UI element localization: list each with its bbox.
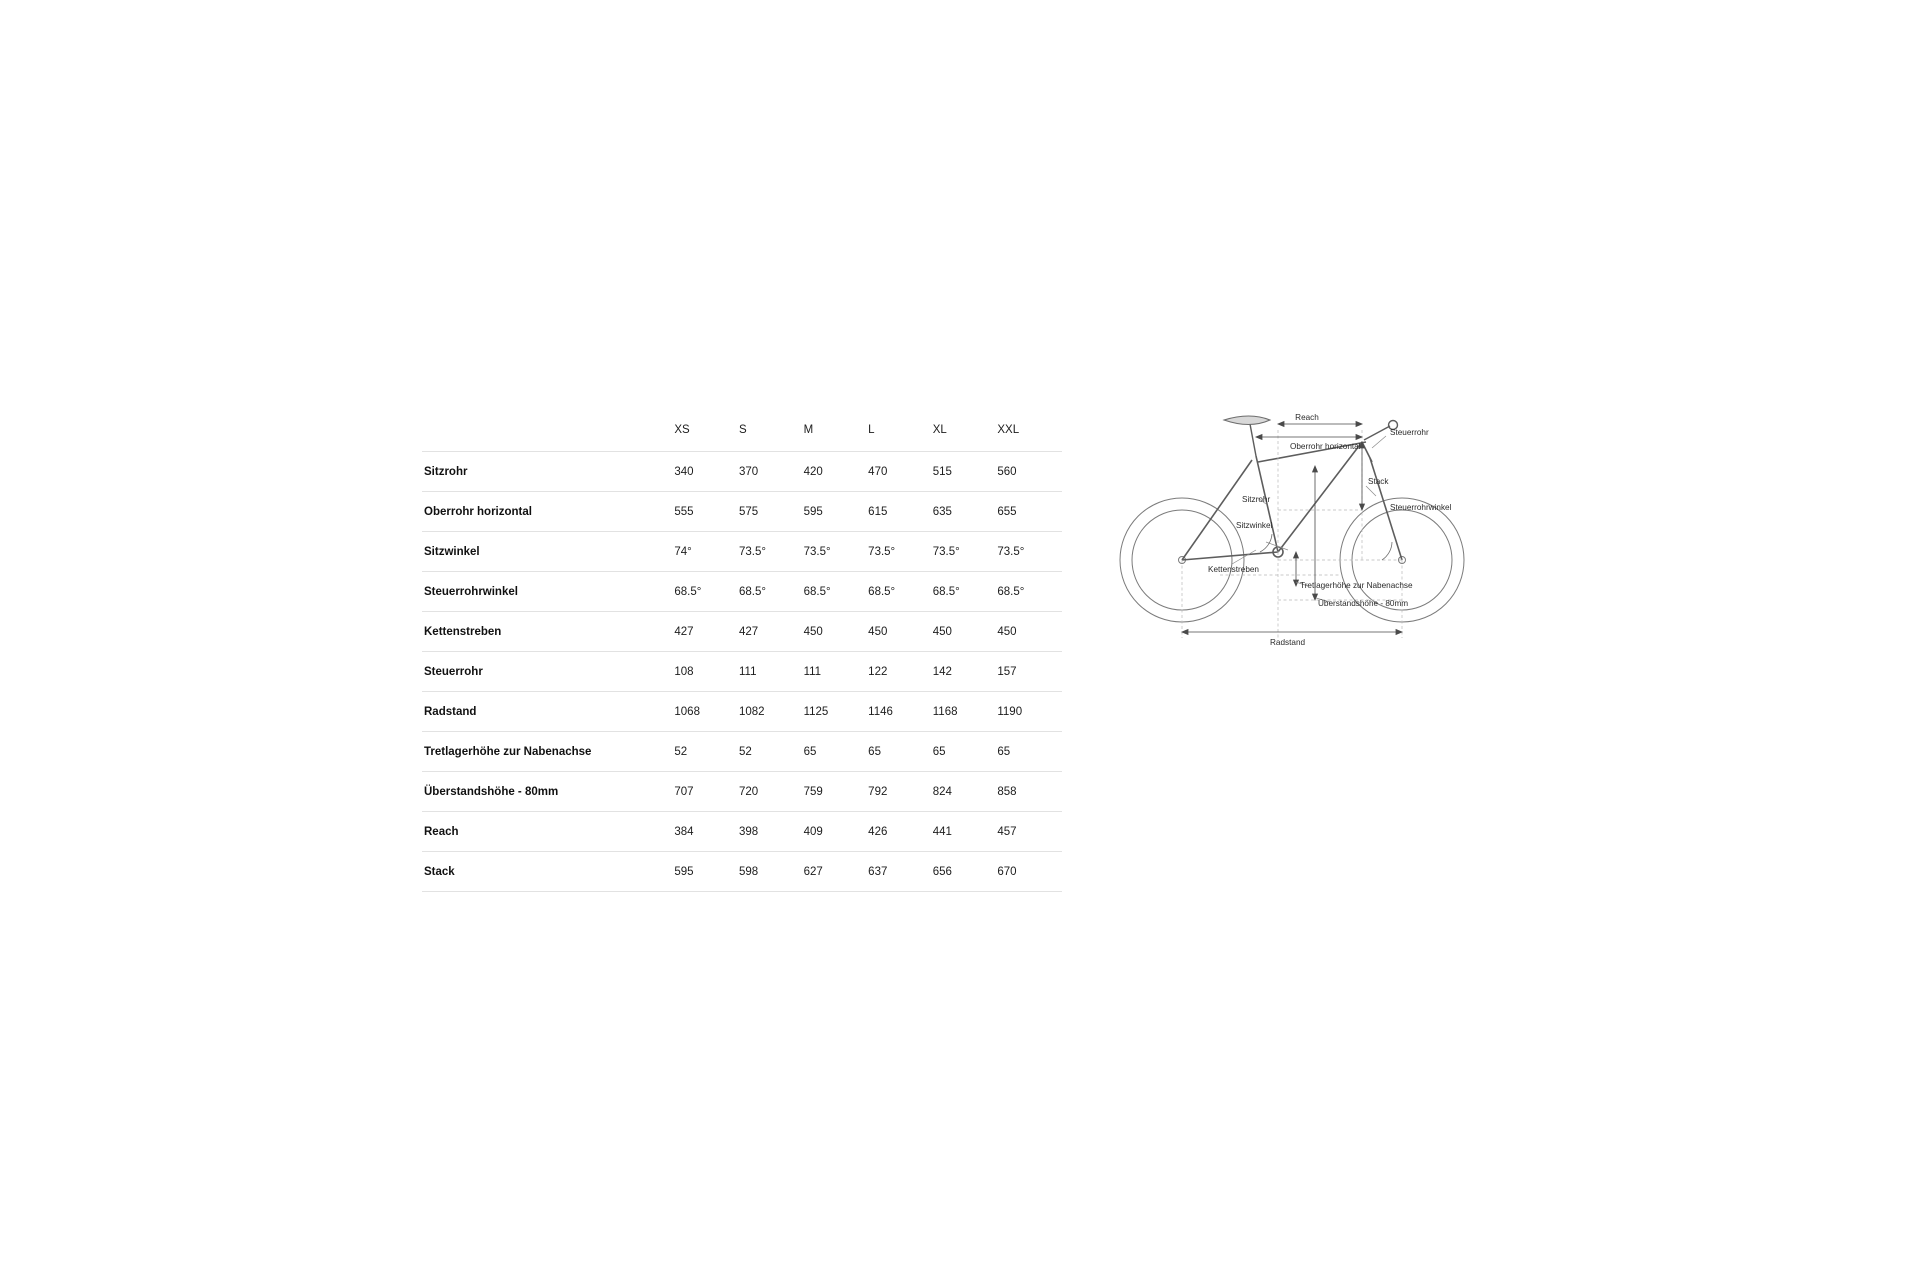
table-row (422, 452, 1062, 492)
row-value: 65 (803, 745, 817, 758)
row-value: 1082 (738, 705, 765, 718)
label-reach: Reach (1295, 413, 1319, 422)
label-tretlagerhoehe: Tretlagerhöhe zur Nabenachse (1300, 581, 1413, 590)
row-value: 450 (997, 625, 1017, 638)
seatpost (1250, 424, 1256, 456)
row-label: Steuerrohrwinkel (424, 585, 518, 598)
row-value: 707 (674, 785, 694, 798)
label-kettenstreben: Kettenstreben (1208, 565, 1259, 574)
row-value: 515 (932, 465, 952, 478)
table-row (422, 612, 1062, 652)
table-row (422, 492, 1062, 532)
bike-diagram-svg (1100, 400, 1520, 660)
row-value: 670 (997, 865, 1017, 878)
row-value: 384 (674, 825, 694, 838)
row-value: 68.5° (868, 585, 896, 598)
row-value: 450 (868, 625, 888, 638)
row-value: 52 (738, 745, 752, 758)
row-value: 73.5° (868, 545, 896, 558)
row-label: Überstandshöhe - 80mm (424, 785, 559, 798)
label-steuerrohr: Steuerrohr (1390, 428, 1429, 437)
row-value: 792 (868, 785, 888, 798)
row-value: 615 (868, 505, 888, 518)
row-label: Reach (424, 825, 459, 838)
row-value: 142 (932, 665, 952, 678)
header-size-s: S (738, 424, 747, 436)
row-value: 68.5° (674, 585, 702, 598)
label-sitzrohr: Sitzrohr (1242, 495, 1271, 504)
row-value: 635 (932, 505, 952, 518)
row-value: 450 (803, 625, 823, 638)
row-value: 1146 (868, 705, 893, 718)
table-row (422, 772, 1062, 812)
row-value: 1068 (674, 705, 700, 718)
row-value: 426 (868, 825, 888, 838)
bike-geometry-diagram (1100, 400, 1520, 660)
row-value: 1168 (932, 705, 958, 718)
row-value: 157 (997, 665, 1017, 678)
row-value: 73.5° (997, 545, 1025, 558)
row-value: 655 (997, 505, 1017, 518)
table-row (422, 732, 1062, 772)
row-value: 68.5° (738, 585, 766, 598)
row-value: 555 (674, 505, 694, 518)
header-size-xxl: XXL (997, 424, 1020, 436)
row-value: 427 (674, 625, 694, 638)
header-size-m: M (803, 424, 814, 436)
row-value: 858 (997, 785, 1017, 798)
row-label: Kettenstreben (424, 625, 502, 638)
geometry-table (422, 415, 1062, 892)
row-value: 111 (803, 665, 822, 678)
table-row (422, 852, 1062, 892)
header-size-l: L (868, 424, 875, 436)
geometry-table-container (422, 415, 1062, 892)
row-value: 68.5° (997, 585, 1025, 598)
table-row (422, 572, 1062, 612)
row-value: 68.5° (932, 585, 960, 598)
row-value: 598 (738, 865, 759, 878)
row-value: 470 (868, 465, 888, 478)
row-value: 420 (803, 465, 823, 478)
frame-tubes (1182, 442, 1402, 560)
label-radstand: Radstand (1270, 638, 1306, 647)
row-label: Oberrohr horizontal (424, 505, 532, 518)
diagram-labels (1208, 413, 1452, 647)
table-row (422, 692, 1062, 732)
row-value: 340 (674, 465, 694, 478)
row-value: 73.5° (803, 545, 831, 558)
table-body (422, 452, 1062, 892)
row-value: 108 (674, 665, 694, 678)
row-value: 65 (932, 745, 946, 758)
row-value: 74° (674, 545, 692, 558)
row-label: Sitzwinkel (424, 545, 480, 558)
row-value: 65 (868, 745, 881, 758)
row-label: Radstand (424, 705, 477, 718)
table-row (422, 652, 1062, 692)
row-value: 759 (803, 785, 823, 798)
table-header (422, 415, 1062, 452)
row-value: 122 (868, 665, 888, 678)
row-value: 409 (803, 825, 823, 838)
row-value: 73.5° (932, 545, 960, 558)
table-header-row (422, 415, 1062, 452)
row-value: 73.5° (738, 545, 766, 558)
label-sitzwinkel: Sitzwinkel (1236, 521, 1273, 530)
row-value: 441 (932, 825, 952, 838)
row-label: Steuerrohr (424, 665, 483, 678)
row-value: 656 (932, 865, 952, 878)
table-row (422, 532, 1062, 572)
label-oberrohr-horizontal: Oberrohr horizontal (1290, 442, 1361, 451)
row-label: Stack (424, 865, 455, 878)
row-value: 1190 (997, 705, 1023, 718)
row-value: 1125 (803, 705, 829, 718)
row-label: Sitzrohr (424, 465, 468, 478)
row-value: 111 (738, 665, 757, 678)
label-stack: Stack (1368, 477, 1389, 486)
row-value: 68.5° (803, 585, 831, 598)
label-ueberstandshoehe: Überstandshöhe - 80mm (1318, 599, 1409, 608)
row-value: 560 (997, 465, 1017, 478)
row-value: 824 (932, 785, 952, 798)
row-value: 52 (674, 745, 688, 758)
row-value: 427 (738, 625, 759, 638)
header-size-xs: XS (674, 424, 690, 436)
label-steuerrohrwinkel: Steuerrohrwinkel (1390, 503, 1452, 512)
row-value: 627 (803, 865, 823, 878)
row-value: 595 (803, 505, 823, 518)
header-size-xl: XL (932, 424, 947, 436)
row-label: Tretlagerhöhe zur Nabenachse (424, 745, 592, 758)
row-value: 720 (738, 785, 759, 798)
table-row (422, 812, 1062, 852)
row-value: 370 (738, 465, 759, 478)
row-value: 450 (932, 625, 952, 638)
leader-lines (1232, 436, 1386, 602)
row-value: 637 (868, 865, 888, 878)
row-value: 65 (997, 745, 1011, 758)
row-value: 595 (674, 865, 694, 878)
row-value: 398 (738, 825, 759, 838)
row-value: 457 (997, 825, 1017, 838)
header-corner (422, 415, 674, 452)
row-value: 575 (738, 505, 759, 518)
saddle (1224, 416, 1270, 425)
